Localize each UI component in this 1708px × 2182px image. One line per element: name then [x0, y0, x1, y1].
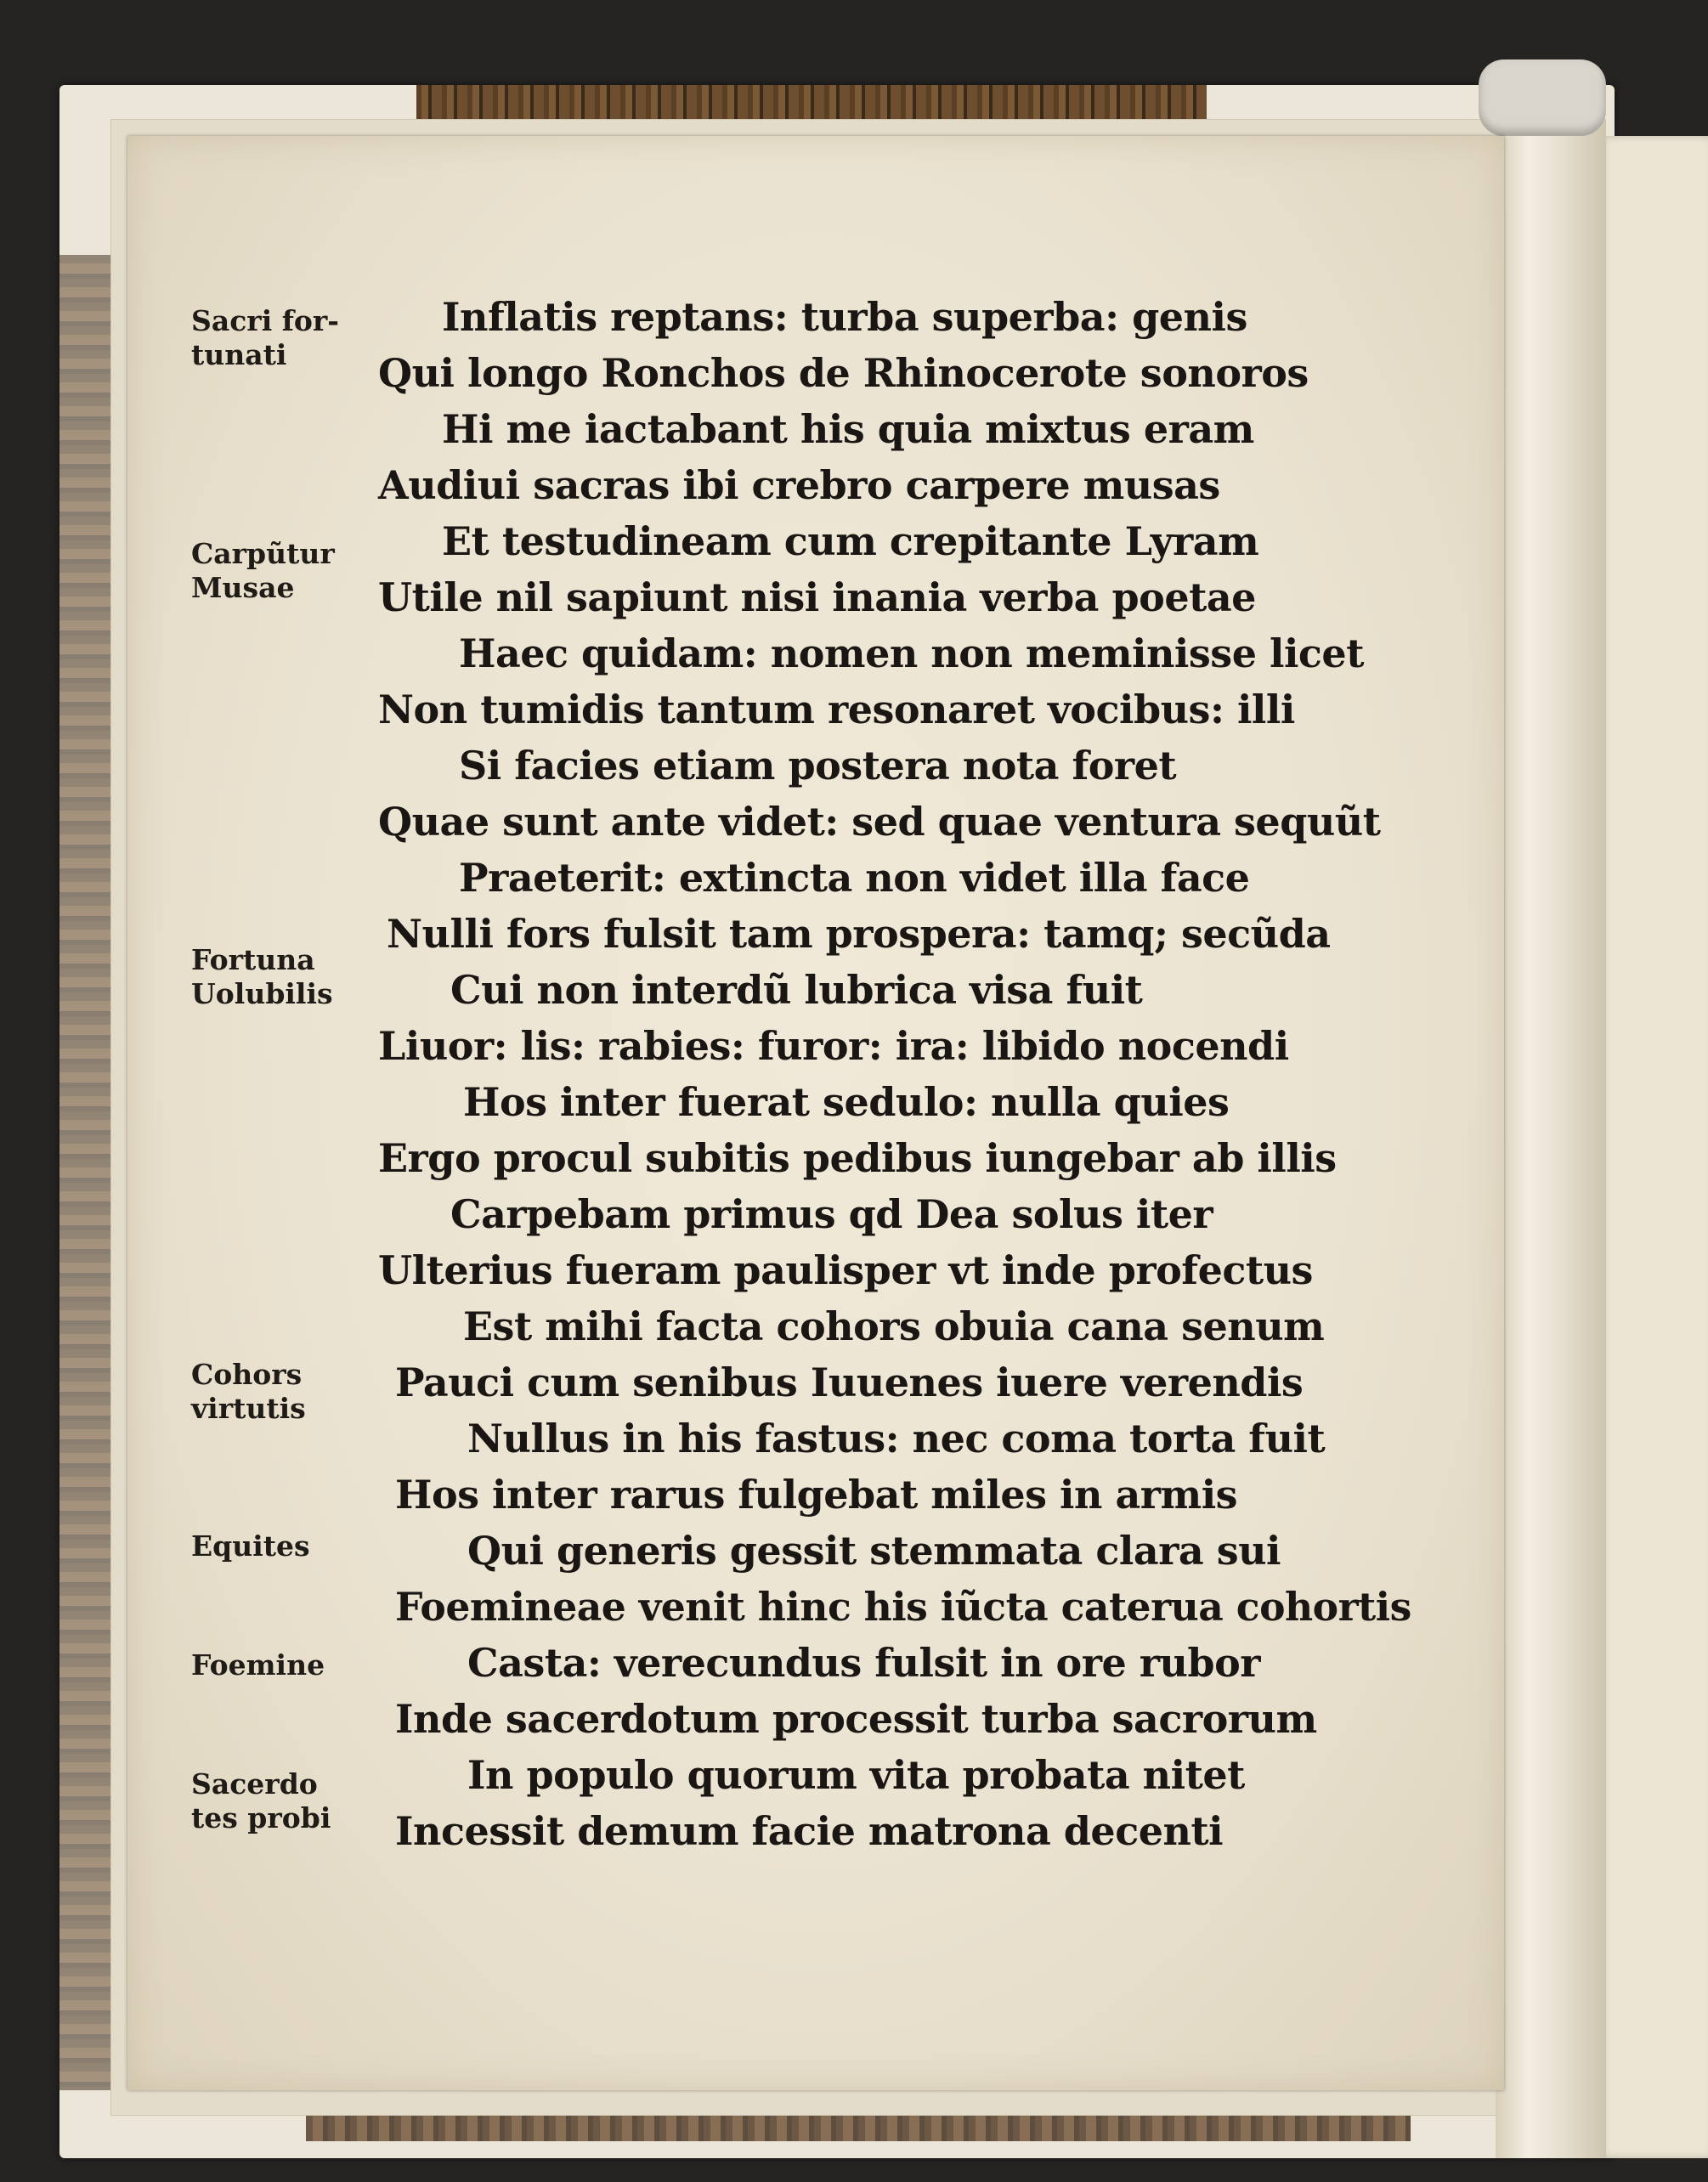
verse-line: Incessit demum facie matrona decenti	[395, 1808, 1224, 1854]
verse-line: Qui longo Ronchos de Rhinocerote sonoros	[378, 350, 1309, 396]
verse-line: Inde sacerdotum processit turba sacrorum	[395, 1696, 1317, 1742]
margin-note	[191, 1648, 404, 1682]
margin-note-line: Cohors	[191, 1358, 303, 1391]
margin-note	[191, 1529, 404, 1563]
verse-line: Non tumidis tantum resonaret vocibus: illi	[378, 687, 1295, 732]
verse-line: Praeterit: extincta non videt illa face	[459, 855, 1250, 901]
margin-note	[191, 304, 404, 372]
verse-line: Nullus in his fastus: nec coma torta fuit	[467, 1416, 1326, 1461]
margin-note-line: tunati	[191, 338, 287, 371]
margin-note-line: Equites	[191, 1529, 310, 1563]
margin-note	[191, 537, 404, 605]
verse-line: Hos inter fuerat sedulo: nulla quies	[463, 1079, 1230, 1125]
margin-note	[191, 1767, 404, 1835]
margin-note-line: Carpũtur	[191, 537, 335, 570]
margin-note-line: Fortuna	[191, 943, 315, 976]
book-gutter	[1496, 119, 1606, 2158]
verse-line: Et testudineam cum crepitante Lyram	[442, 518, 1259, 564]
verse-line: Hi me iactabant his quia mixtus eram	[442, 406, 1254, 452]
margin-note-line: Sacerdo	[191, 1767, 318, 1800]
verse-line: Est mihi facta cohors obuia cana senum	[463, 1303, 1325, 1349]
verse-line: Liuor: lis: rabies: furor: ira: libido nocendi	[378, 1023, 1289, 1069]
margin-note-line: Sacri for-	[191, 304, 340, 337]
verse-line: Cui non interdũ lubrica visa fuit	[450, 967, 1143, 1013]
verse-line: Ergo procul subitis pedibus iungebar ab illis	[378, 1135, 1337, 1181]
margin-note-line: Uolubilis	[191, 977, 333, 1010]
verse-line: Qui generis gessit stemmata clara sui	[467, 1528, 1281, 1574]
verse-line: Nulli fors fulsit tam prospera: tamq; secũda	[387, 911, 1331, 957]
margin-note	[191, 1358, 404, 1426]
verse-line: Carpebam primus qd Dea solus iter	[450, 1191, 1213, 1237]
margin-note-line: Musae	[191, 571, 295, 604]
verse-line: Foemineae venit hinc his iũcta caterua cohortis	[395, 1584, 1411, 1630]
verse-line: Utile nil sapiunt nisi inania verba poetae	[378, 574, 1256, 620]
verse-line: Si facies etiam postera nota foret	[459, 743, 1177, 789]
margin-note	[191, 943, 404, 1011]
verse-line: Casta: verecundus fulsit in ore rubor	[467, 1640, 1261, 1686]
verse-line: Audiui sacras ibi crebro carpere musas	[378, 462, 1220, 508]
verse-line: Inflatis reptans: turba superba: genis	[442, 294, 1247, 340]
margin-note-line: virtutis	[191, 1392, 306, 1425]
verse-line: Hos inter rarus fulgebat miles in armis	[395, 1472, 1238, 1518]
verse-line: Pauci cum senibus Iuuenes iuere verendis	[395, 1360, 1304, 1405]
binding-clasp	[1479, 59, 1606, 136]
margin-note-line: tes probi	[191, 1801, 331, 1834]
margin-note-line: Foemine	[191, 1648, 325, 1682]
verse-line: Quae sunt ante videt: sed quae ventura sequũt	[378, 799, 1381, 845]
facing-page	[1598, 136, 1708, 2158]
verse-line: Ulterius fueram paulisper vt inde profectus	[378, 1247, 1313, 1293]
verse-line: Haec quidam: nomen non meminisse licet	[459, 630, 1364, 676]
verse-line: In populo quorum vita probata nitet	[467, 1752, 1245, 1798]
